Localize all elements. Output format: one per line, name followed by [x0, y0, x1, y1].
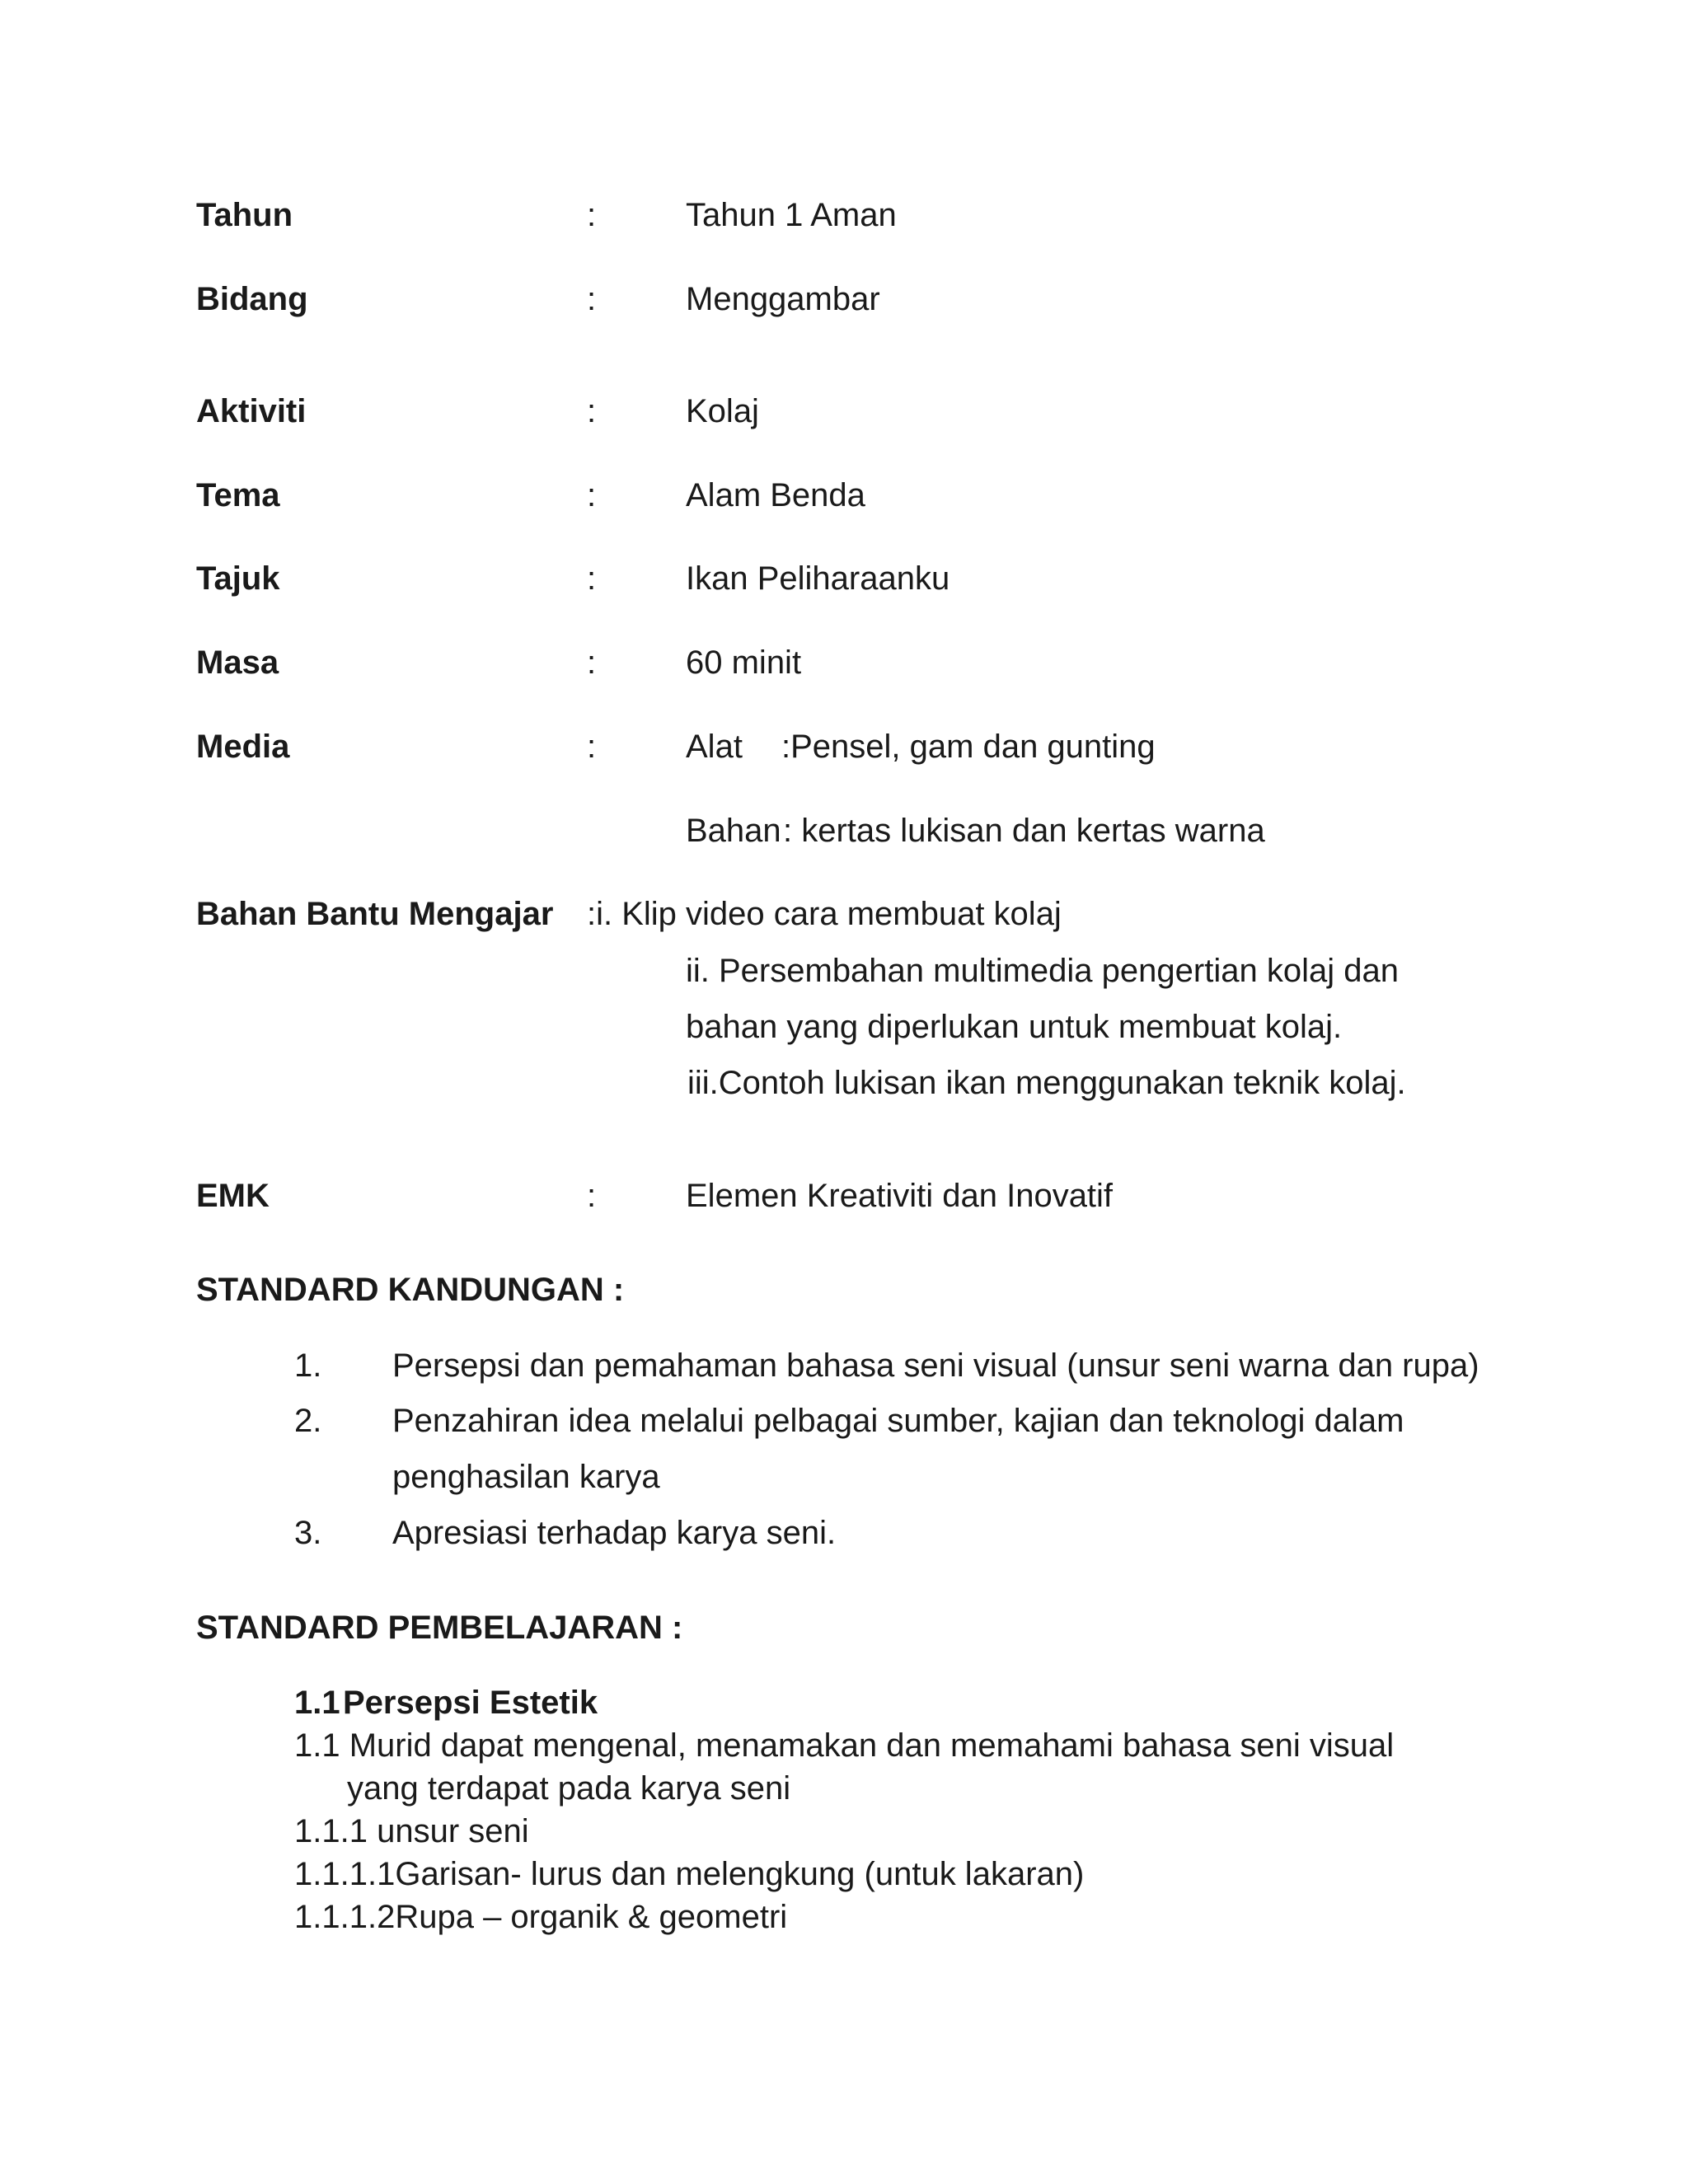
field-value: 60 minit — [686, 644, 802, 681]
field-label: Tema — [196, 477, 280, 513]
list-item-number: 3. — [294, 1515, 322, 1551]
learning-line: yang terdapat pada karya seni — [347, 1770, 791, 1807]
field-separator: : — [587, 644, 597, 681]
learning-line: 1.1.1.2Rupa – organik & geometri — [294, 1899, 788, 1935]
field-label: Masa — [196, 644, 279, 681]
field-separator: : — [587, 729, 597, 765]
field-value: Elemen Kreativiti dan Inovatif — [686, 1178, 1114, 1214]
subsection-title: Persepsi Estetik — [343, 1685, 598, 1721]
bbm-line: ii. Persembahan multimedia pengertian kolaj dan — [686, 953, 1399, 989]
field-value: Alam Benda — [686, 477, 865, 513]
field-separator: : — [587, 477, 597, 513]
field-separator: : — [587, 281, 597, 317]
field-label: Tajuk — [196, 560, 280, 597]
section-heading: STANDARD PEMBELAJARAN : — [196, 1610, 683, 1646]
list-item-text: Apresiasi terhadap karya seni. — [392, 1515, 837, 1551]
field-separator: : — [587, 1178, 597, 1214]
learning-line: 1.1.1 unsur seni — [294, 1813, 529, 1849]
field-label: EMK — [196, 1178, 270, 1214]
field-value: Menggambar — [686, 281, 880, 317]
field-separator: : — [587, 197, 597, 233]
list-item-number: 2. — [294, 1403, 322, 1439]
field-label: Bahan Bantu Mengajar — [196, 896, 554, 932]
subsection-number: 1.1 — [294, 1685, 340, 1721]
field-label: Tahun — [196, 197, 293, 233]
field-label: Aktiviti — [196, 393, 307, 429]
learning-line: 1.1 Murid dapat mengenal, menamakan dan memahami bahasa seni visual — [294, 1727, 1395, 1764]
media-bahan-value: : kertas lukisan dan kertas warna — [783, 813, 1265, 849]
field-label: Media — [196, 729, 290, 765]
list-item-text: Persepsi dan pemahaman bahasa seni visual (unsur seni warna dan rupa) — [392, 1347, 1479, 1384]
list-item-text: Penzahiran idea melalui pelbagai sumber, kajian dan teknologi dalam — [392, 1403, 1404, 1439]
learning-line: 1.1.1.1Garisan- lurus dan melengkung (untuk lakaran) — [294, 1856, 1085, 1892]
field-label: Bidang — [196, 281, 308, 317]
list-item-number: 1. — [294, 1347, 322, 1384]
bbm-line: bahan yang diperlukan untuk membuat kolaj. — [686, 1009, 1343, 1045]
bbm-line: iii.Contoh lukisan ikan menggunakan teknik kolaj. — [687, 1065, 1406, 1101]
field-separator: : — [587, 560, 597, 597]
field-separator: : — [587, 393, 597, 429]
field-value: Ikan Peliharaanku — [686, 560, 950, 597]
media-alat-value: :Pensel, gam dan gunting — [781, 729, 1156, 765]
section-heading: STANDARD KANDUNGAN : — [196, 1272, 625, 1308]
media-alat-label: Alat — [686, 729, 743, 765]
list-item-text: penghasilan karya — [392, 1459, 660, 1495]
bbm-line: :i. Klip video cara membuat kolaj — [587, 896, 1062, 932]
field-value: Tahun 1 Aman — [686, 197, 897, 233]
field-value: Kolaj — [686, 393, 759, 429]
media-bahan-label: Bahan — [686, 813, 781, 849]
